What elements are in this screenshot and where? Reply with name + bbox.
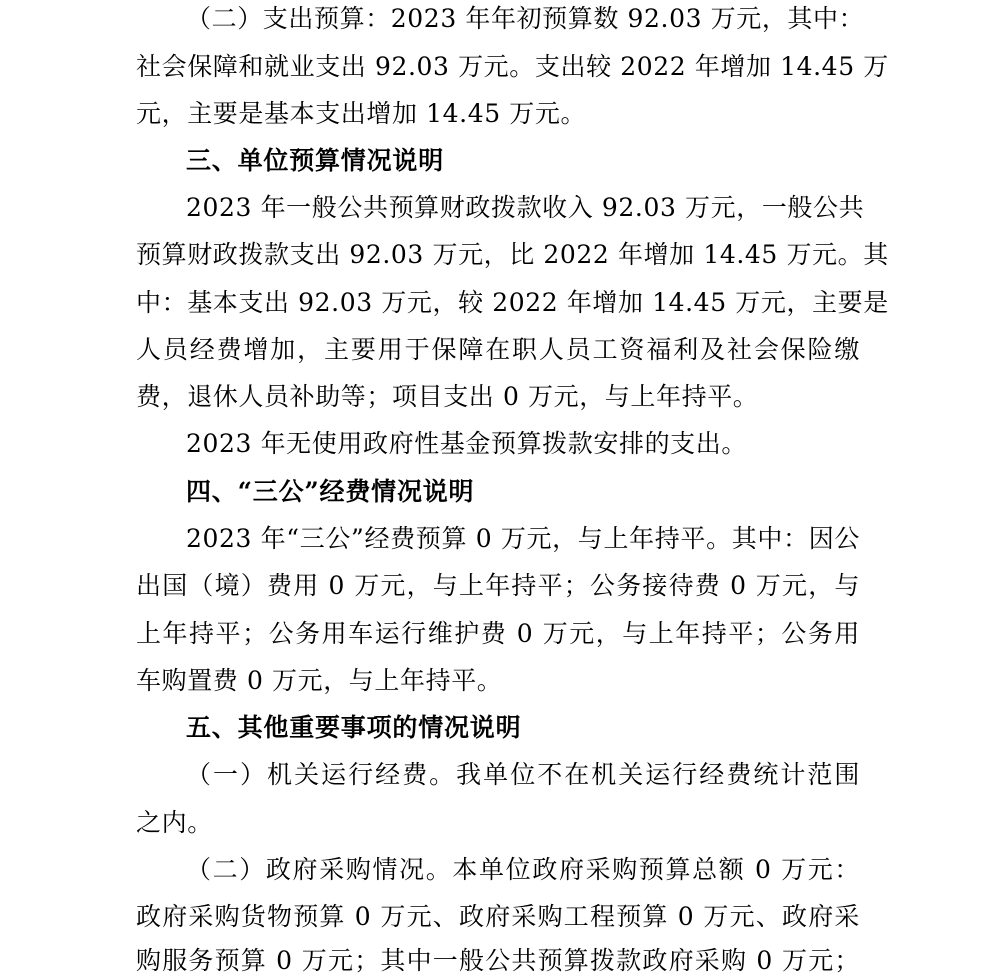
paragraph-line: 费，退休人员补助等；项目支出 0 万元，与上年持平。 (136, 382, 759, 411)
paragraph-line: 2023 年一般公共预算财政拨款收入 92.03 万元，一般公共 (186, 193, 865, 222)
paragraph-line: 中：基本支出 92.03 万元，较 2022 年增加 14.45 万元，主要是 (136, 288, 889, 317)
paragraph-line: 上年持平；公务用车运行维护费 0 万元，与上年持平；公务用 (136, 619, 860, 648)
paragraph-line: 2023 年无使用政府性基金预算拨款安排的支出。 (186, 429, 747, 458)
paragraph-line: 之内。 (136, 808, 213, 837)
paragraph-line: 预算财政拨款支出 92.03 万元，比 2022 年增加 14.45 万元。其 (136, 240, 889, 269)
paragraph-line: 车购置费 0 万元，与上年持平。 (136, 666, 503, 695)
paragraph-line: 元，主要是基本支出增加 14.45 万元。 (136, 99, 587, 128)
paragraph-line: （一）机关运行经费。我单位不在机关运行经费统计范围 (186, 760, 860, 789)
paragraph-line: 2023 年“三公”经费预算 0 万元，与上年持平。其中：因公 (186, 524, 860, 553)
paragraph-line: 人员经费增加，主要用于保障在职人员工资福利及社会保险缴 (136, 335, 860, 364)
paragraph-line: 购服务预算 0 万元；其中一般公共预算拨款政府采购 0 万元； (136, 946, 860, 975)
section-heading: 五、其他重要事项的情况说明 (186, 713, 522, 742)
paragraph-line: 政府采购货物预算 0 万元、政府采购工程预算 0 万元、政府采 (136, 902, 860, 931)
paragraph-line: （二）支出预算：2023 年年初预算数 92.03 万元，其中： (186, 4, 865, 33)
section-heading: 四、“三公”经费情况说明 (186, 477, 475, 506)
paragraph-line: 出国（境）费用 0 万元，与上年持平；公务接待费 0 万元，与 (136, 571, 860, 600)
paragraph-line: （二）政府采购情况。本单位政府采购预算总额 0 万元： (186, 855, 860, 884)
section-heading: 三、单位预算情况说明 (186, 146, 445, 175)
paragraph-line: 社会保障和就业支出 92.03 万元。支出较 2022 年增加 14.45 万 (136, 52, 889, 81)
